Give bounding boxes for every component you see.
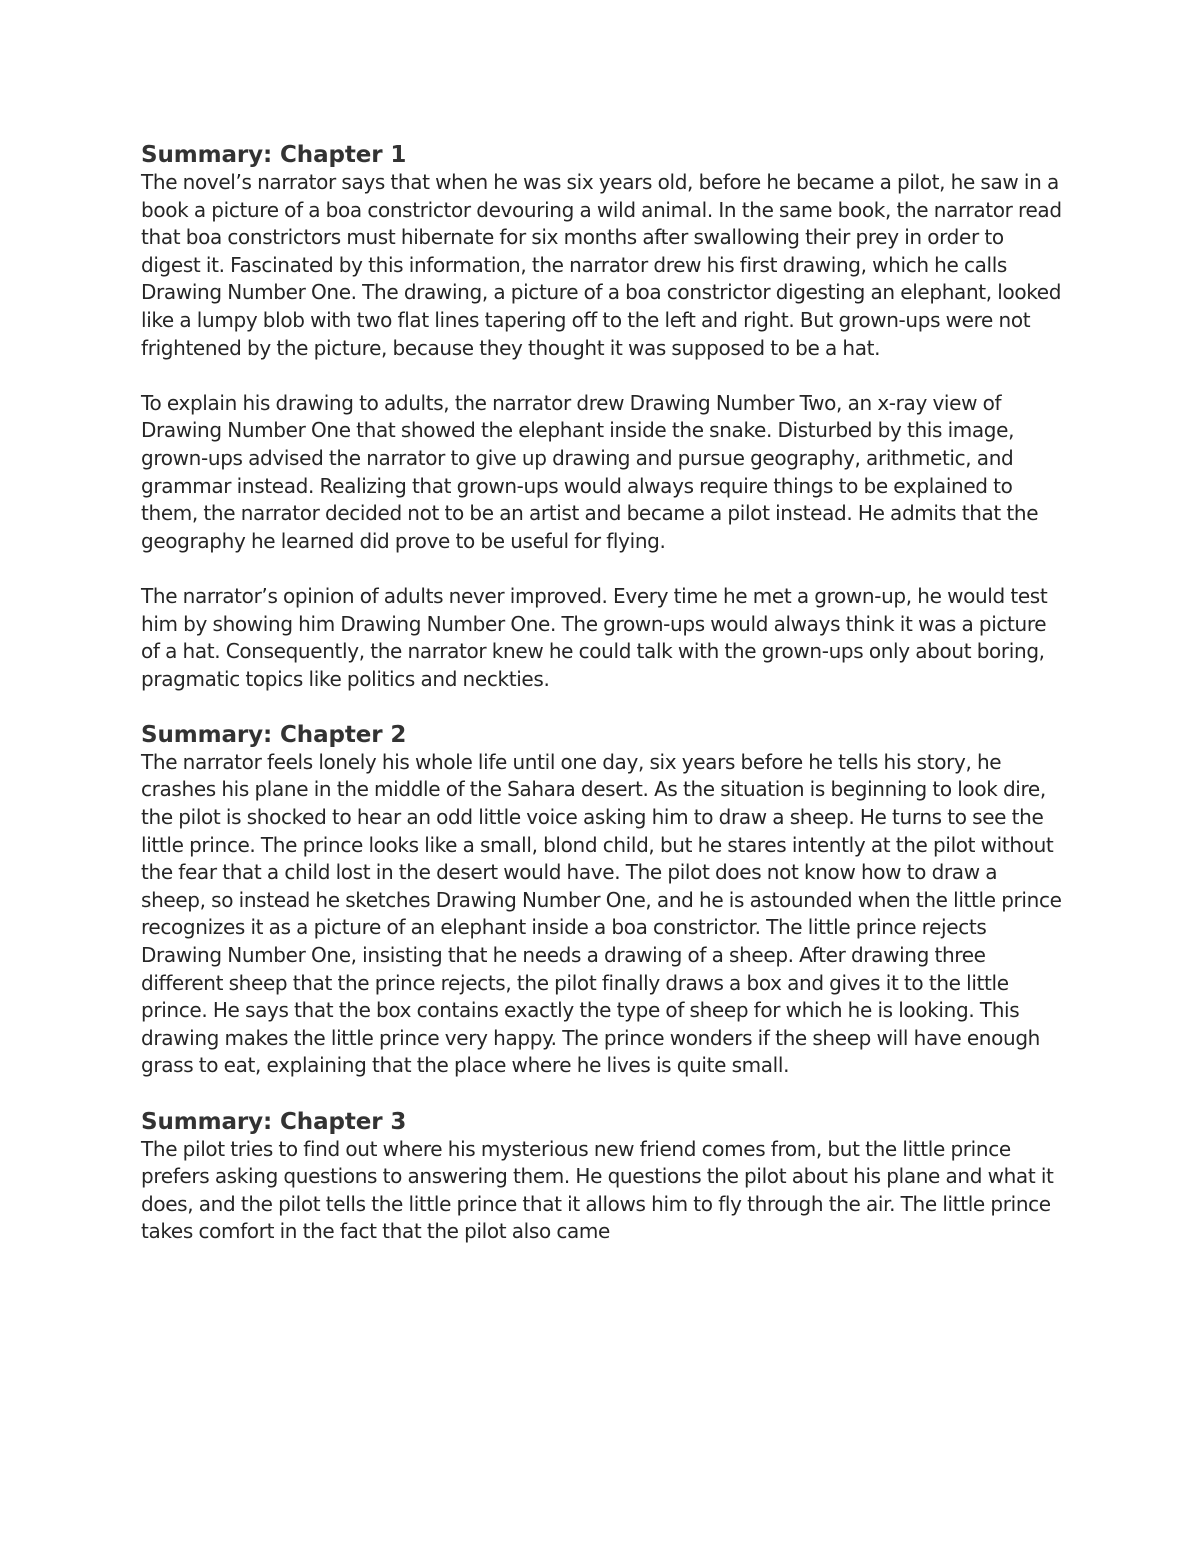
chapter-3-paragraph-1: The pilot tries to find out where his mysterious new friend comes from, but the little prince prefers asking questions to answering them. He questions the pilot about his plane and what it does, and the pilot tells the little prince that it allows him to fly through the air. The little prince takes comfort in the fact that the pilot also came	[141, 1136, 1054, 1244]
chapter-3-section	[141, 1108, 1062, 1246]
chapter-1-paragraph-2: To explain his drawing to adults, the narrator drew Drawing Number Two, an x-ray view of Drawing Number One that showed the elephant inside the snake. Disturbed by this image, grown-ups advised the narrator to give up drawing and pursue geography, arithmetic, and grammar instead. Realizing that grown-ups would always require things to be explained to them, the narrator decided not to be an artist and became a pilot instead. He admits that the geography he learned did prove to be useful for flying.	[141, 390, 1039, 553]
chapter-1-paragraph-3: The narrator’s opinion of adults never improved. Every time he met a grown-up, he would test him by showing him Drawing Number One. The grown-ups would always think it was a picture of a hat. Consequently, the narrator knew he could talk with the grown-ups only about boring, pragmatic topics like politics and neckties.	[141, 583, 1048, 691]
chapter-1-paragraph-1: The novel’s narrator says that when he was six years old, before he became a pilot, he saw in a book a picture of a boa constrictor devouring a wild animal. In the same book, the narrator read that boa constrictors must hibernate for six months after swallowing their prey in order to digest it. Fascinated by this information, the narrator drew his first drawing, which he calls Drawing Number One. The drawing, a picture of a boa constrictor digesting an elephant, looked like a lumpy blob with two flat lines tapering off to the left and right. But grown-ups were not frightened by the picture, because they thought it was supposed to be a hat.	[141, 170, 1062, 360]
chapter-2-paragraph-1: The narrator feels lonely his whole life until one day, six years before he tells his story, he crashes his plane in the middle of the Sahara desert. As the situation is beginning to look dire, the pilot is shocked to hear an odd little voice asking him to draw a sheep. He turns to see the little prince. The prince looks like a small, blond child, but he stares intently at the pilot without the fear that a child lost in the desert would have. The pilot does not know how to draw a sheep, so instead he sketches Drawing Number One, and he is astounded when the little prince recognizes it as a picture of an elephant inside a boa constrictor. The little prince rejects Drawing Number One, insisting that he needs a drawing of a sheep. After drawing three different sheep that the prince rejects, the pilot finally draws a box and gives it to the little prince. He says that the box contains exactly the type of sheep for which he is looking. This drawing makes the little prince very happy. The prince wonders if the sheep will have enough grass to eat, explaining that the place where he lives is quite small.	[141, 749, 1062, 1078]
chapter-1-heading: Summary: Chapter 1	[141, 142, 407, 168]
chapter-1-section	[141, 141, 1062, 693]
chapter-2-heading: Summary: Chapter 2	[141, 721, 407, 748]
chapter-3-heading: Summary: Chapter 3	[141, 1108, 407, 1135]
chapter-2-section	[141, 721, 1062, 1080]
